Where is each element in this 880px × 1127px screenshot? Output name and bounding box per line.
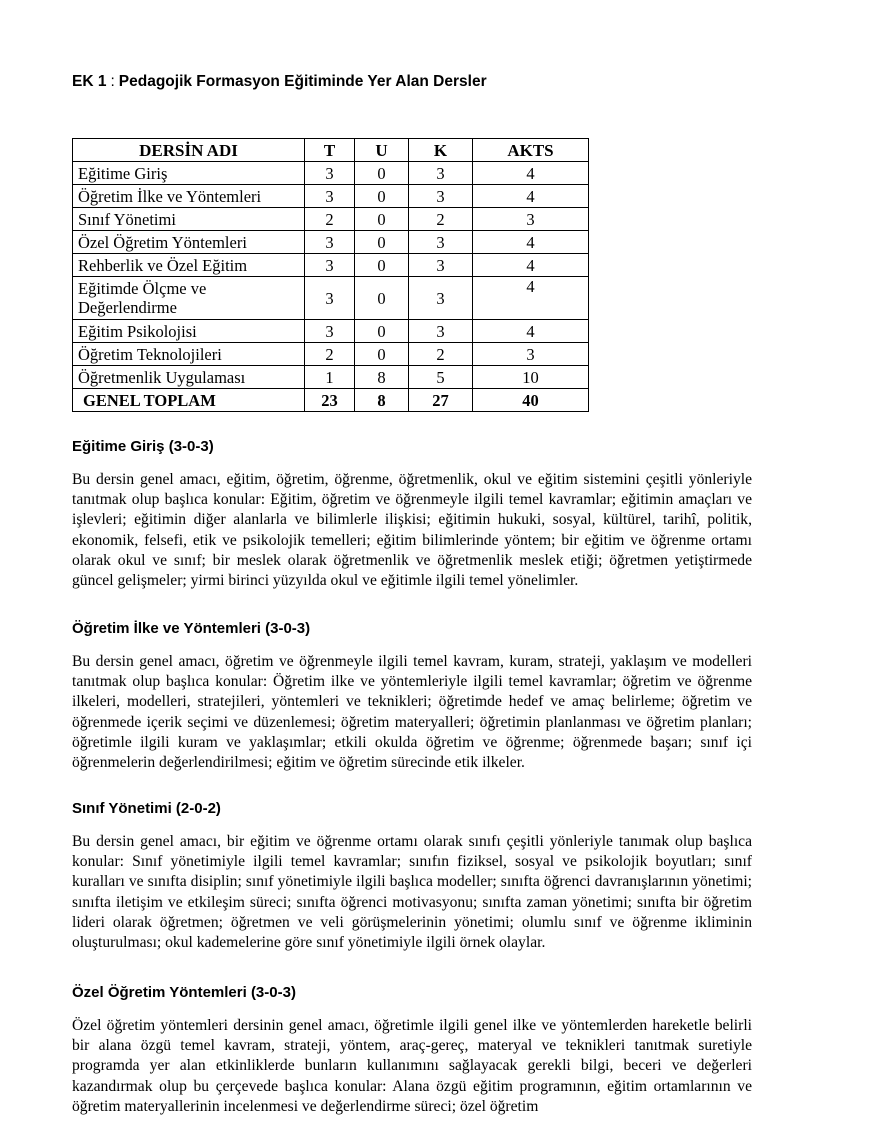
section-sinif-yonetimi bbox=[72, 800, 752, 953]
section-ozel-ogretim bbox=[72, 984, 752, 1117]
section-body: Bu dersin genel amacı, bir eğitim ve öğrenme ortamı olarak sınıfı çeşitli yönleriyle tanımak olup başlıca konular: Sınıf yönetimiyle ilgili temel kavramlar; sınıfın fiziksel, sosyal ve psikolojik boyutları; sınıf kuralları ve sınıfta disiplin; sınıf yönetimiyle ilgili başlıca modeller; sınıfta öğrenci davranışlarının yönetimi; sınıfta iletişim ve etkileşim süreci; sınıfta öğrenci motivasyonu; sınıfta zaman yönetimi; sınıfta bir öğretim lideri olarak öğretmen; öğretmen ve veli görüşmelerinin yönetimi; olumlu sınıf ve öğrenme ikliminin oluşturulması; okul kademelerine göre sınıf yönetimiyle ilgili örnek olaylar. bbox=[72, 833, 752, 952]
course-name: Öğretmenlik Uygulaması bbox=[73, 366, 305, 389]
course-t: 3 bbox=[305, 162, 355, 185]
table-row bbox=[73, 343, 589, 366]
course-k: 5 bbox=[409, 366, 473, 389]
course-akts: 4 bbox=[473, 320, 589, 343]
annex-label: EK 1 bbox=[72, 73, 107, 90]
table-row bbox=[73, 277, 589, 320]
table-total-row bbox=[73, 389, 589, 412]
course-u: 0 bbox=[355, 185, 409, 208]
annex-heading bbox=[72, 73, 487, 91]
course-u: 0 bbox=[355, 208, 409, 231]
course-name: Özel Öğretim Yöntemleri bbox=[73, 231, 305, 254]
course-u: 0 bbox=[355, 162, 409, 185]
course-k: 3 bbox=[409, 162, 473, 185]
header-akts: AKTS bbox=[473, 139, 589, 162]
course-t: 3 bbox=[305, 254, 355, 277]
table-row bbox=[73, 254, 589, 277]
course-t: 2 bbox=[305, 208, 355, 231]
section-title: Öğretim İlke ve Yöntemleri (3-0-3) bbox=[72, 620, 311, 637]
section-title: Sınıf Yönetimi (2-0-2) bbox=[72, 800, 221, 817]
course-u: 8 bbox=[355, 366, 409, 389]
total-u: 8 bbox=[355, 389, 409, 412]
course-name: Öğretim İlke ve Yöntemleri bbox=[73, 185, 305, 208]
section-body: Özel öğretim yöntemleri dersinin genel amacı, öğretimle ilgili genel ilke ve yöntemlerden hareketle belirli bir alana özgü temel kavram, strateji, yöntem, araç-gereç, materyal ve teknikleri tanıtmak suretiyle programda yer alan etkinliklerde bunların kullanımını sağlayacak gerekli bilgi, beceri ve değerleri kazandırmak olup bu çerçevede başlıca konular: Alana özgü eğitim programının, eğitim ortamlarının ve öğretim materyallerinin incelenmesi ve değerlendirme süreci; özel öğretim bbox=[72, 1017, 752, 1115]
header-u: U bbox=[355, 139, 409, 162]
total-t: 23 bbox=[305, 389, 355, 412]
course-name: Rehberlik ve Özel Eğitim bbox=[73, 254, 305, 277]
course-k: 3 bbox=[409, 231, 473, 254]
course-u: 0 bbox=[355, 277, 409, 320]
section-body: Bu dersin genel amacı, öğretim ve öğrenmeyle ilgili temel kavram, kuram, strateji, yaklaşım ve modelleri tanıtmak olup başlıca konular: Öğretim ilke ve yöntemleriyle ilgili temel kavramlar; öğretim ve öğrenme ilkeleri, modelleri, stratejileri, yöntemleri ve teknikleri; öğretimde hedef ve amaç belirleme; öğretim ve öğrenmede içerik seçimi ve düzenlemesi; öğretim materyalleri; öğretimin planlanması ve öğretim planları; öğretimle ilgili kuram ve yaklaşımlar; etkili okulda öğretim ve öğrenme; öğrenmede başarı; sınıf içi öğrenmelerin değerlendirilmesi; eğitim ve öğretim sürecinde etik ilkeler. bbox=[72, 653, 752, 772]
course-u: 0 bbox=[355, 343, 409, 366]
annex-separator: : bbox=[110, 73, 115, 90]
course-k: 2 bbox=[409, 343, 473, 366]
table-row bbox=[73, 208, 589, 231]
course-u: 0 bbox=[355, 320, 409, 343]
table-row bbox=[73, 320, 589, 343]
course-name: Eğitime Giriş bbox=[73, 162, 305, 185]
course-akts: 4 bbox=[473, 277, 589, 320]
course-t: 3 bbox=[305, 277, 355, 320]
table-header-row bbox=[73, 139, 589, 162]
section-body: Bu dersin genel amacı, eğitim, öğretim, öğrenme, öğretmenlik, okul ve eğitim sistemini çeşitli yönleriyle tanıtmak olup başlıca konular: Eğitim, öğretim ve öğrenmeyle ilgili temel kavramlar; eğitimin amaçları ve işlevleri; eğitimin diğer alanlarla ve bilimlerle ilişkisi; eğitimin hukuki, sosyal, kültürel, tarihî, politik, ekonomik, felsefi, etik ve psikolojik temelleri; eğitim bilimlerinde yöntem; bir eğitim ve öğrenme ortamı olarak okul ve sınıf; bir meslek olarak öğretmenlik ve öğretmenlik meslek etiği; öğretmen yetiştirmede güncel gelişmeler; yirmi birinci yüzyılda okul ve eğitimle ilgili temel yönelimler. bbox=[72, 471, 752, 590]
table-row bbox=[73, 231, 589, 254]
section-title: Eğitime Giriş (3-0-3) bbox=[72, 438, 214, 455]
course-u: 0 bbox=[355, 231, 409, 254]
course-akts: 3 bbox=[473, 208, 589, 231]
course-name: Sınıf Yönetimi bbox=[73, 208, 305, 231]
course-akts: 10 bbox=[473, 366, 589, 389]
header-k: K bbox=[409, 139, 473, 162]
course-t: 3 bbox=[305, 185, 355, 208]
course-t: 3 bbox=[305, 320, 355, 343]
course-u: 0 bbox=[355, 254, 409, 277]
total-label: GENEL TOPLAM bbox=[73, 389, 305, 412]
course-t: 2 bbox=[305, 343, 355, 366]
course-t: 3 bbox=[305, 231, 355, 254]
course-akts: 3 bbox=[473, 343, 589, 366]
course-akts: 4 bbox=[473, 185, 589, 208]
section-title: Özel Öğretim Yöntemleri (3-0-3) bbox=[72, 984, 296, 1001]
header-course-name: DERSİN ADI bbox=[73, 139, 305, 162]
course-k: 3 bbox=[409, 254, 473, 277]
header-t: T bbox=[305, 139, 355, 162]
table-row bbox=[73, 366, 589, 389]
course-k: 2 bbox=[409, 208, 473, 231]
table-row bbox=[73, 185, 589, 208]
section-ogretim-ilke bbox=[72, 620, 752, 773]
table-row bbox=[73, 162, 589, 185]
course-name: Öğretim Teknolojileri bbox=[73, 343, 305, 366]
course-k: 3 bbox=[409, 277, 473, 320]
course-akts: 4 bbox=[473, 231, 589, 254]
course-name: Eğitim Psikolojisi bbox=[73, 320, 305, 343]
course-akts: 4 bbox=[473, 162, 589, 185]
total-akts: 40 bbox=[473, 389, 589, 412]
course-k: 3 bbox=[409, 185, 473, 208]
annex-title: Pedagojik Formasyon Eğitiminde Yer Alan Dersler bbox=[118, 73, 487, 90]
course-k: 3 bbox=[409, 320, 473, 343]
section-egitime-giris bbox=[72, 438, 752, 591]
course-akts: 4 bbox=[473, 254, 589, 277]
course-name: Eğitimde Ölçme ve Değerlendirme bbox=[73, 277, 305, 320]
course-table bbox=[72, 138, 589, 412]
total-k: 27 bbox=[409, 389, 473, 412]
course-t: 1 bbox=[305, 366, 355, 389]
